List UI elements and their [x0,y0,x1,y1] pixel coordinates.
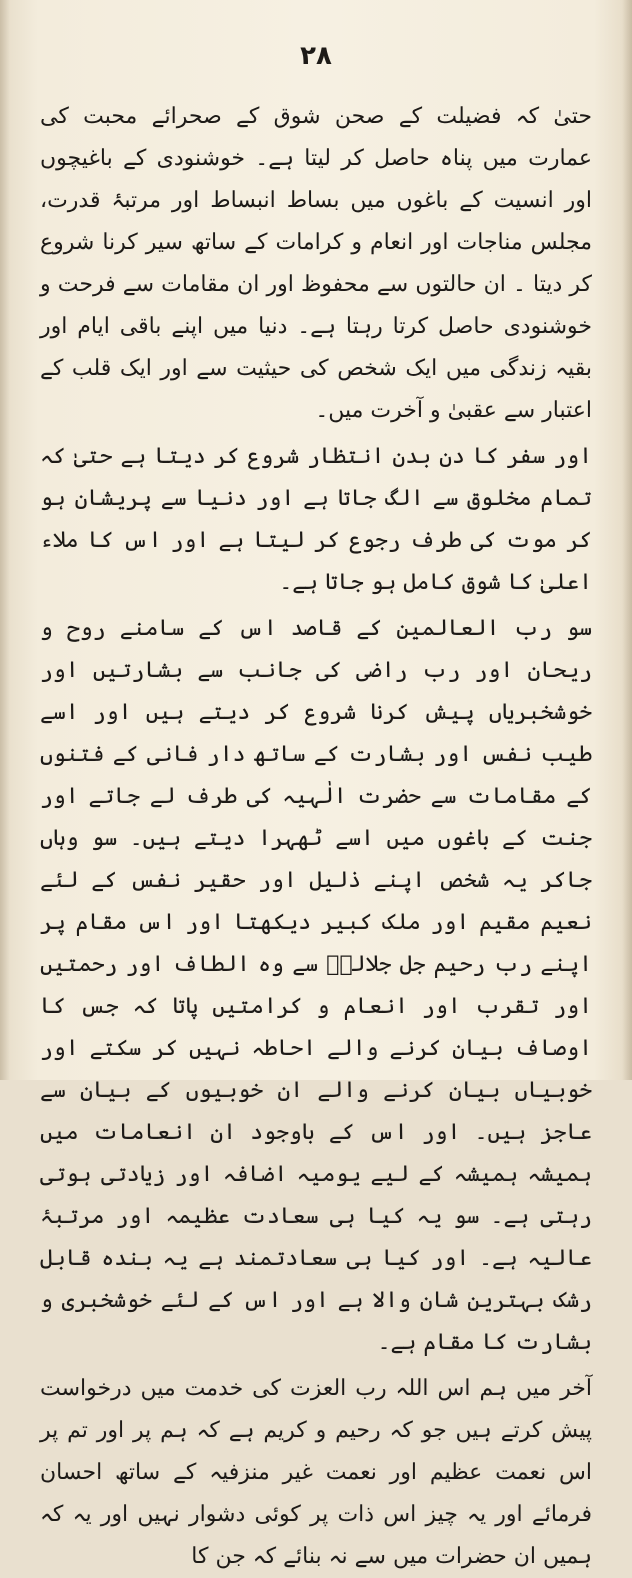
paragraph-2: اور سفر کا دن بدن انتظار شروع کر دیتا ہے حتیٰ کہ تمام مخلوق سے الگ جاتا ہے اور دنیا سے پریشان ہو کر موت کی طرف رجوع کر لیتا ہے اور اس کا ملاء اعلیٰ کا شوق کامل ہو جاتا ہے۔ [40,444,592,595]
page-number: ۲۸ [300,41,332,71]
paragraph-4: آخر میں ہم اس اللہ رب العزت کی خدمت میں درخواست پیش کرتے ہیں جو کہ رحیم و کریم ہے کہ ہم پر اور تم پر اس نعمت عظیم اور نعمت غیر منزفیہ کے ساتھ احسان فرمائے اور یہ چیز اس ذات پر کوئی دشوار نہیں اور یہ کہ ہمیں ان حضرات میں سے نہ بنائے کہ جن کا [40,1376,592,1569]
page-edge-shadow-right [622,0,632,1080]
paragraph-1: حتیٰ کہ فضیلت کے صحن شوق کے صحرائے محبت کی عمارت میں پناہ حاصل کر لیتا ہے۔ خوشنودی کے باغیچوں اور انسیت کے باغوں میں بساط انبساط اور مرتبۂ قدرت، مجلس مناجات اور انعام و کرامات کے ساتھ سیر کرنا شروع کر دیتا ۔ ان حالتوں سے محفوظ اور ان مقامات سے فرحت و خوشنودی حاصل کرتا رہتا ہے۔ دنیا میں اپنے باقی ایام اور بقیہ زندگی میں ایک شخص کی حیثیت سے اور ایک قلب کے اعتبار سے عقبیٰ و آخرت میں۔ [40,104,593,423]
paragraph-3: سو رب العالمین کے قاصد اس کے سامنے روح و ریحان اور رب راضی کی جانب سے بشارتیں اور خوشخبریاں پیش کرنا شروع کر دیتے ہیں اور اسے طیب نفس اور بشارت کے ساتھ دار فانی کے فتنوں کے مقامات سے حضرت الٰہیہ کی طرف لے جاتے اور جنت کے باغوں میں اسے ٹھہرا دیتے ہیں۔ سو وہاں جاکر یہ شخص اپنے ذلیل اور حقیر نفس کے لئے نعیم مقیم اور ملک کبیر دیکھتا اور اس مقام پر اپنے رب رحیم جل جلالہٗ سے وہ الطاف اور رحمتیں اور تقرب اور انعام و کرامتیں پاتا کہ جس کا اوصاف بیان کرنے والے احاطہ نہیں کر سکتے اور خوبیاں بیان کرنے والے ان خوبیوں کے بیان سے عاجز ہیں۔ اور اس کے باوجود ان انعامات میں ہمیشہ ہمیشہ کے لیے یومیہ اضافہ اور زیادتی ہوتی رہتی ہے۔ سو یہ کیا ہی سعادت عظیمہ اور مرتبۂ عالیہ ہے۔ اور کیا ہی سعادتمند ہے یہ بندہ قابل رشک بہترین شان والا ہے اور اس کے لئے خوشخبری و بشارت کا مقام ہے۔ [40,616,592,1355]
body-text [40,96,592,1578]
page-edge-shadow-left [0,0,10,1080]
